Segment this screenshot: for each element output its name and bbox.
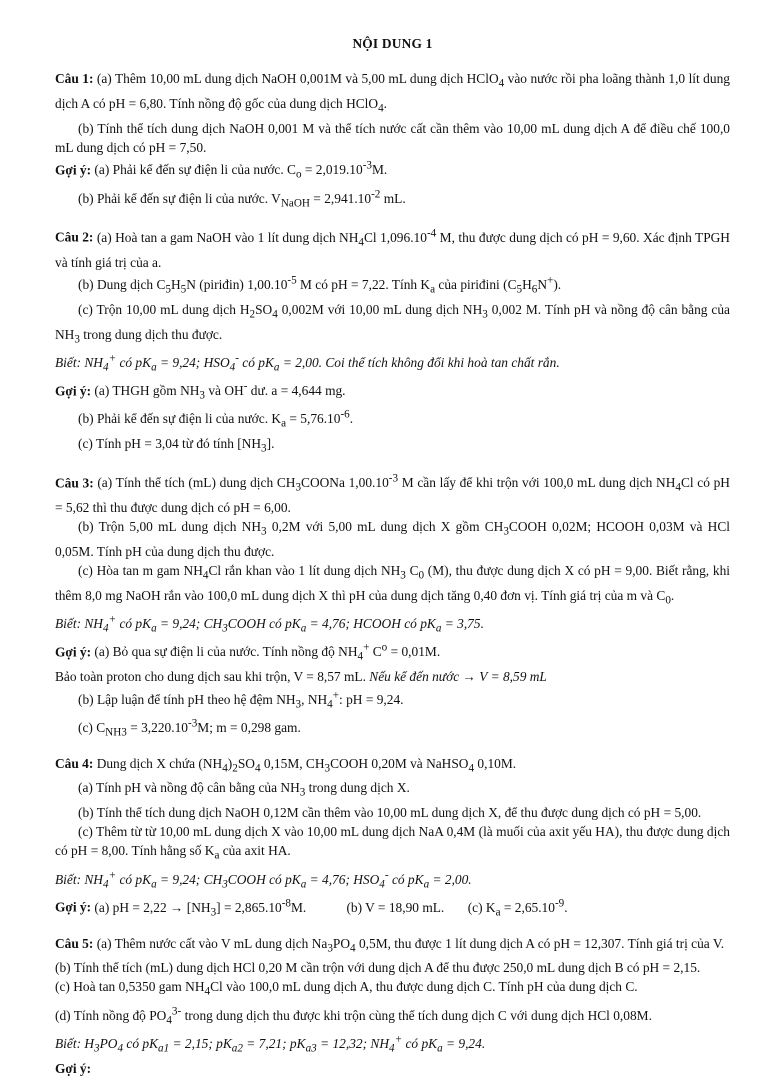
line-text: (c) Thêm từ từ 10,00 mL dung dịch X vào 10,00 mL dung dịch NaA 0,4M (là muối của axit yếu HA), thu được dung dịch có pH = 8,00. Tính hằng số $K_a$ của axit HA. bbox=[55, 824, 730, 862]
line-text: (a) Tính pH và nồng độ cân bằng của $NH_3$ trong dung dịch X. bbox=[78, 780, 410, 800]
question-line bbox=[55, 977, 730, 1002]
line-text: (c) $C_{NH3} = 3,220.10^{-3}M$; m = 0,298 gam. bbox=[78, 717, 301, 739]
question-label: Câu 2: bbox=[55, 229, 94, 245]
given-constants-line bbox=[55, 611, 730, 639]
line-text: (c) Hoà tan 0,5350 gam $NH_4Cl$ vào 100,0 mL dung dịch A, thu được dung dịch C. Tính pH của dung dịch C. bbox=[55, 979, 638, 999]
question-line bbox=[55, 224, 730, 271]
question-line bbox=[55, 517, 730, 561]
line-text: Biết: $NH_4^+$ có $pK_a = 9,24$; $CH_3COOH$ có $pK_a = 4,76$; $HSO_4^-$ có $pK_a = 2,00$. bbox=[55, 869, 472, 891]
line-text: Biết: $H_3PO_4$ có $pK_{a1} = 2,15$; $pK_{a2} = 7,21$; $pK_{a3} = 12,32$; $NH_4^+$ có $pK_a = 9,24$. bbox=[55, 1033, 486, 1055]
question-line bbox=[55, 69, 730, 119]
question-block bbox=[55, 69, 730, 213]
line-text: (c) Hòa tan m gam $NH_4Cl$ rắn khan vào 1 lít dung dịch $NH_3$ $C_0$ (M), thu được dung dịch X có pH = 9,00. Biết rằng, khi thêm 8,0 mg NaOH rắn vào 100,0 mL dung dịch X thì pH của dung dịch tăng 0,40 đơn vị. Tính giá trị của m và $C_0$. bbox=[55, 563, 730, 607]
question-line bbox=[55, 300, 730, 350]
line-text: Biết: $NH_4^+$ có $pK_a = 9,24$; $HSO_4^-$ có $pK_a = 2,00$. Coi thể tích không đổi khi hoà tan chất rắn. bbox=[55, 352, 560, 374]
line-text: (b) Tính thể tích (mL) dung dịch HCl 0,20 M cần trộn với dung dịch A để thu được 250,0 mL dung dịch B có pH = 2,15. bbox=[55, 960, 701, 976]
line-text: (b) Phải kể đến sự điện li của nước. $K_a = 5,76.10^{-6}$. bbox=[78, 408, 354, 430]
page-title: NỘI DUNG 1 bbox=[352, 36, 433, 51]
question-line bbox=[55, 434, 730, 459]
question-line bbox=[55, 406, 730, 434]
line-text: (c) Trộn 10,00 mL dung dịch $H_2SO_4$ 0,002M với 10,00 mL dung dịch $NH_3$ 0,002 M. Tính pH và nồng độ cân bằng của $NH_3$ trong dung dịch thu được. bbox=[55, 301, 730, 346]
line-text: (b) Trộn 5,00 mL dung dịch $NH_3$ 0,2M với 5,00 mL dung dịch X gồm $CH_3COOH$ 0,02M; HCOOH 0,03M và HCl 0,05M. Tính pH của dung dịch thu được. bbox=[55, 519, 730, 559]
line-text: (b) Lập luận để tính pH theo hệ đệm $NH_3$, $NH_4^+$: pH = 9,24. bbox=[78, 689, 404, 711]
question-line bbox=[55, 119, 730, 157]
question-line bbox=[55, 686, 730, 714]
line-text: (b) Tính thể tích dung dịch NaOH 0,12M cần thêm vào 10,00 mL dung dịch X, để thu được dung dịch có pH = 5,00. bbox=[78, 805, 702, 821]
question-line bbox=[55, 822, 730, 866]
line-text: (a) Tính thể tích (mL) dung dịch $CH_3COONa$ $1,00.10^{-3}$ M cần lấy để khi trộn với 100,0 mL dung dịch $NH_4Cl$ có pH = 5,62 thì thu được dung dịch có pH = 6,00. bbox=[55, 472, 730, 516]
question-line bbox=[55, 754, 730, 779]
question-label: Câu 4: bbox=[55, 755, 94, 771]
question-list bbox=[55, 69, 730, 1078]
question-line bbox=[55, 667, 730, 686]
line-text: (a) Bỏ qua sự điện li của nước. Tính nồng độ $NH_4^+$ $C^o = 0,01M$. bbox=[91, 641, 441, 663]
line-text: Dung dịch X chứa $(NH_4)_2SO_4$ 0,15M, $CH_3COOH$ 0,20M và NaHSO$_4$ 0,10M. bbox=[96, 755, 517, 775]
hint-line bbox=[55, 639, 730, 667]
question-line bbox=[55, 778, 730, 803]
given-constants-line bbox=[55, 1030, 730, 1058]
line-text: (a) pH = $2,22 \to [NH_3] = 2,865.10^{-8}M$. (b) V = 18,90 mL. (c) $K_a = 2,65.10^{-9}$. bbox=[91, 897, 568, 919]
question-line bbox=[55, 470, 730, 517]
question-label: Câu 5: bbox=[55, 935, 94, 951]
question-line bbox=[55, 272, 730, 300]
line-text: Bảo toàn proton cho dung dịch sau khi trộn, V = 8,57 mL. Nếu kể đến nước → V = 8,59 mL bbox=[55, 669, 547, 685]
line-text: (a) Thêm 10,00 mL dung dịch NaOH 0,001M và 5,00 mL dung dịch HClO$_4$ vào nước rồi pha loãng thành 1,0 lít dung dịch A có pH = 6,80. Tính nồng độ gốc của dung dịch HClO$_4$. bbox=[55, 71, 730, 115]
hint-label: Gợi ý: bbox=[55, 383, 92, 399]
question-line bbox=[55, 934, 730, 959]
line-text: Biết: $NH_4^+$ có $pK_a = 9,24$; $CH_3COOH$ có $pK_a = 4,76$; HCOOH có $pK_a = 3,75$. bbox=[55, 613, 484, 635]
question-line bbox=[55, 185, 730, 213]
line-text: (a) Phải kể đến sự điện li của nước. $C_o = 2,019.10^{-3}M$. bbox=[91, 159, 388, 181]
line-text: (c) Tính pH = 3,04 từ đó tính $[NH_3]$. bbox=[78, 436, 275, 455]
hint-line bbox=[55, 1059, 730, 1078]
question-block bbox=[55, 224, 730, 459]
hint-label: Gợi ý: bbox=[55, 162, 92, 178]
hint-line bbox=[55, 378, 730, 406]
question-block bbox=[55, 934, 730, 1078]
line-text: (b) Dung dịch $C_5H_5N$ (piriđin) $1,00.10^{-5}$ M có pH = 7,22. Tính $K_a$ của piriđini $(C_5H_6N^+)$. bbox=[78, 274, 562, 296]
line-text: (d) Tính nồng độ $PO_4^{3-}$ trong dung dịch thu được khi trộn cùng thể tích dung dịch C với dung dịch HCl 0,08M. bbox=[55, 1005, 652, 1027]
question-label: Câu 1: bbox=[55, 71, 94, 87]
hint-label: Gợi ý: bbox=[55, 899, 92, 915]
given-constants-line bbox=[55, 866, 730, 894]
question-block bbox=[55, 754, 730, 923]
question-label: Câu 3: bbox=[55, 475, 94, 491]
line-text: (b) Tính thể tích dung dịch NaOH 0,001 M và thể tích nước cất cần thêm vào 10,00 mL dung dịch A để điều chế 100,0 mL dung dịch có pH = 7,50. bbox=[55, 120, 730, 155]
question-line bbox=[55, 1002, 730, 1030]
hint-line bbox=[55, 157, 730, 185]
question-block bbox=[55, 470, 730, 743]
question-line bbox=[55, 958, 730, 977]
hint-label: Gợi ý: bbox=[55, 644, 92, 660]
line-text: (b) Phải kể đến sự điện li của nước. $V_{NaOH} = 2,941.10^{-2}$ mL. bbox=[78, 188, 406, 210]
question-line bbox=[55, 561, 730, 611]
line-text: (a) THGH gồm $NH_3$ và OH- dư. a = 4,644 mg. bbox=[91, 380, 346, 402]
line-text: (a) Hoà tan a gam NaOH vào 1 lít dung dịch $NH_4Cl$ $1,096.10^{-4}$ M, thu được dung dịch có pH = 9,60. Xác định TPGH và tính giá trị của a. bbox=[55, 227, 730, 270]
hint-label: Gợi ý: bbox=[55, 1060, 92, 1076]
line-text: (a) Thêm nước cất vào V mL dung dịch $Na_3PO_4$ 0,5M, thu được 1 lít dung dịch A có pH = 12,307. Tính giá trị của V. bbox=[96, 935, 725, 955]
hint-line bbox=[55, 894, 730, 922]
question-line bbox=[55, 714, 730, 742]
question-line bbox=[55, 803, 730, 822]
given-constants-line bbox=[55, 349, 730, 377]
